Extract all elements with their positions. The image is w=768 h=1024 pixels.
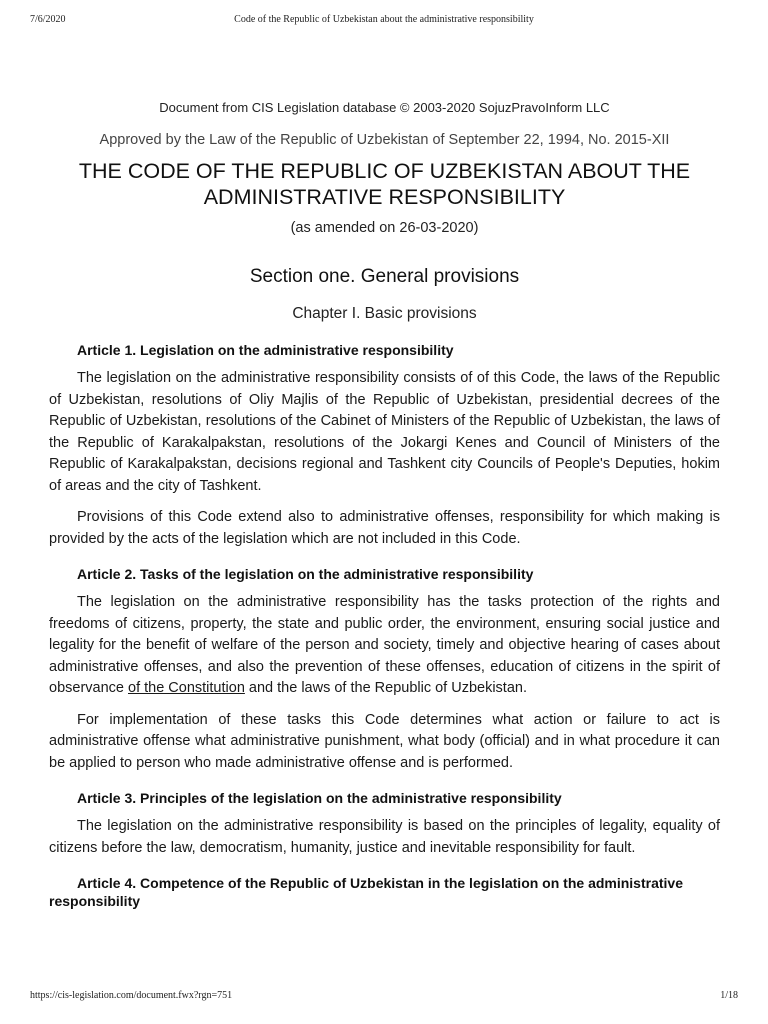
paragraph-text: and the laws of the Republic of Uzbekistan. bbox=[244, 680, 527, 696]
article-paragraph: For implementation of these tasks this Code determines what action or failure to act is administrative offense what administrative punishment, what body (official) and in what procedure it can be applied to person who made administrative offense and is performed. bbox=[49, 711, 720, 771]
approval-line: Approved by the Law of the Republic of Uzbekistan of September 22, 1994, No. 2015-XII bbox=[99, 132, 670, 148]
document-body bbox=[49, 100, 720, 919]
source-line: Document from CIS Legislation database © 2003-2020 SojuzPravoInform LLC bbox=[159, 100, 610, 115]
amended-note: (as amended on 26-03-2020) bbox=[290, 220, 479, 236]
article-title: Article 2. Tasks of the legislation on the administrative responsibility bbox=[77, 566, 534, 582]
page-number: 1/18 bbox=[720, 990, 738, 1001]
print-title: Code of the Republic of Uzbekistan about the administrative responsibility bbox=[234, 14, 534, 25]
print-header bbox=[30, 14, 738, 30]
article-1 bbox=[49, 341, 720, 550]
print-url: https://cis-legislation.com/document.fwx?rgn=751 bbox=[30, 990, 233, 1001]
article-2 bbox=[49, 565, 720, 774]
article-paragraph: The legislation on the administrative responsibility consists of of this Code, the laws of the Republic of Uzbekistan, resolutions of Oliy Majlis of the Republic of Uzbekistan, presidential decrees of the Republic of Uzbekistan, resolutions of the Cabinet of Ministers of the Republic of Uzbekistan, the laws of the Republic of Karakalpakstan, resolutions of the Jokargi Kenes and Council of Ministers of the Republic of Karakalpakstan, decisions regional and Tashkent city Councils of People's Deputies, hokim of areas and the city of Tashkent. bbox=[49, 370, 720, 494]
article-4 bbox=[49, 874, 720, 910]
article-paragraph bbox=[49, 592, 720, 700]
article-title: Article 4. Competence of the Republic of Uzbekistan in the legislation on the administrative responsibility bbox=[49, 875, 683, 909]
constitution-link[interactable]: of the Constitution bbox=[128, 680, 245, 696]
article-paragraph: Provisions of this Code extend also to administrative offenses, responsibility for which making is provided by the acts of the legislation which are not included in this Code. bbox=[49, 509, 720, 547]
print-footer bbox=[30, 990, 738, 1006]
paragraph-text: The legislation on the administrative responsibility has the tasks protection of the rights and freedoms of citizens, property, the state and public order, the environment, ensuring social justice and legality for the benefit of welfare of the person and society, timely and objective hearing of cases about administrative offenses, and also the prevention of these offenses, education of citizens in the spirit of observance bbox=[49, 594, 720, 696]
article-paragraph: The legislation on the administrative responsibility is based on the principles of legality, equality of citizens before the law, democratism, humanity, justice and inevitable responsibility for fault. bbox=[49, 818, 720, 856]
article-3 bbox=[49, 789, 720, 859]
article-title: Article 1. Legislation on the administrative responsibility bbox=[77, 342, 454, 358]
article-title: Article 3. Principles of the legislation on the administrative responsibility bbox=[77, 790, 562, 806]
section-heading: Section one. General provisions bbox=[249, 266, 520, 287]
print-date: 7/6/2020 bbox=[30, 14, 66, 25]
document-title: THE CODE OF THE REPUBLIC OF UZBEKISTAN ABOUT THE ADMINISTRATIVE RESPONSIBILITY bbox=[78, 159, 691, 209]
chapter-heading: Chapter I. Basic provisions bbox=[292, 305, 477, 322]
